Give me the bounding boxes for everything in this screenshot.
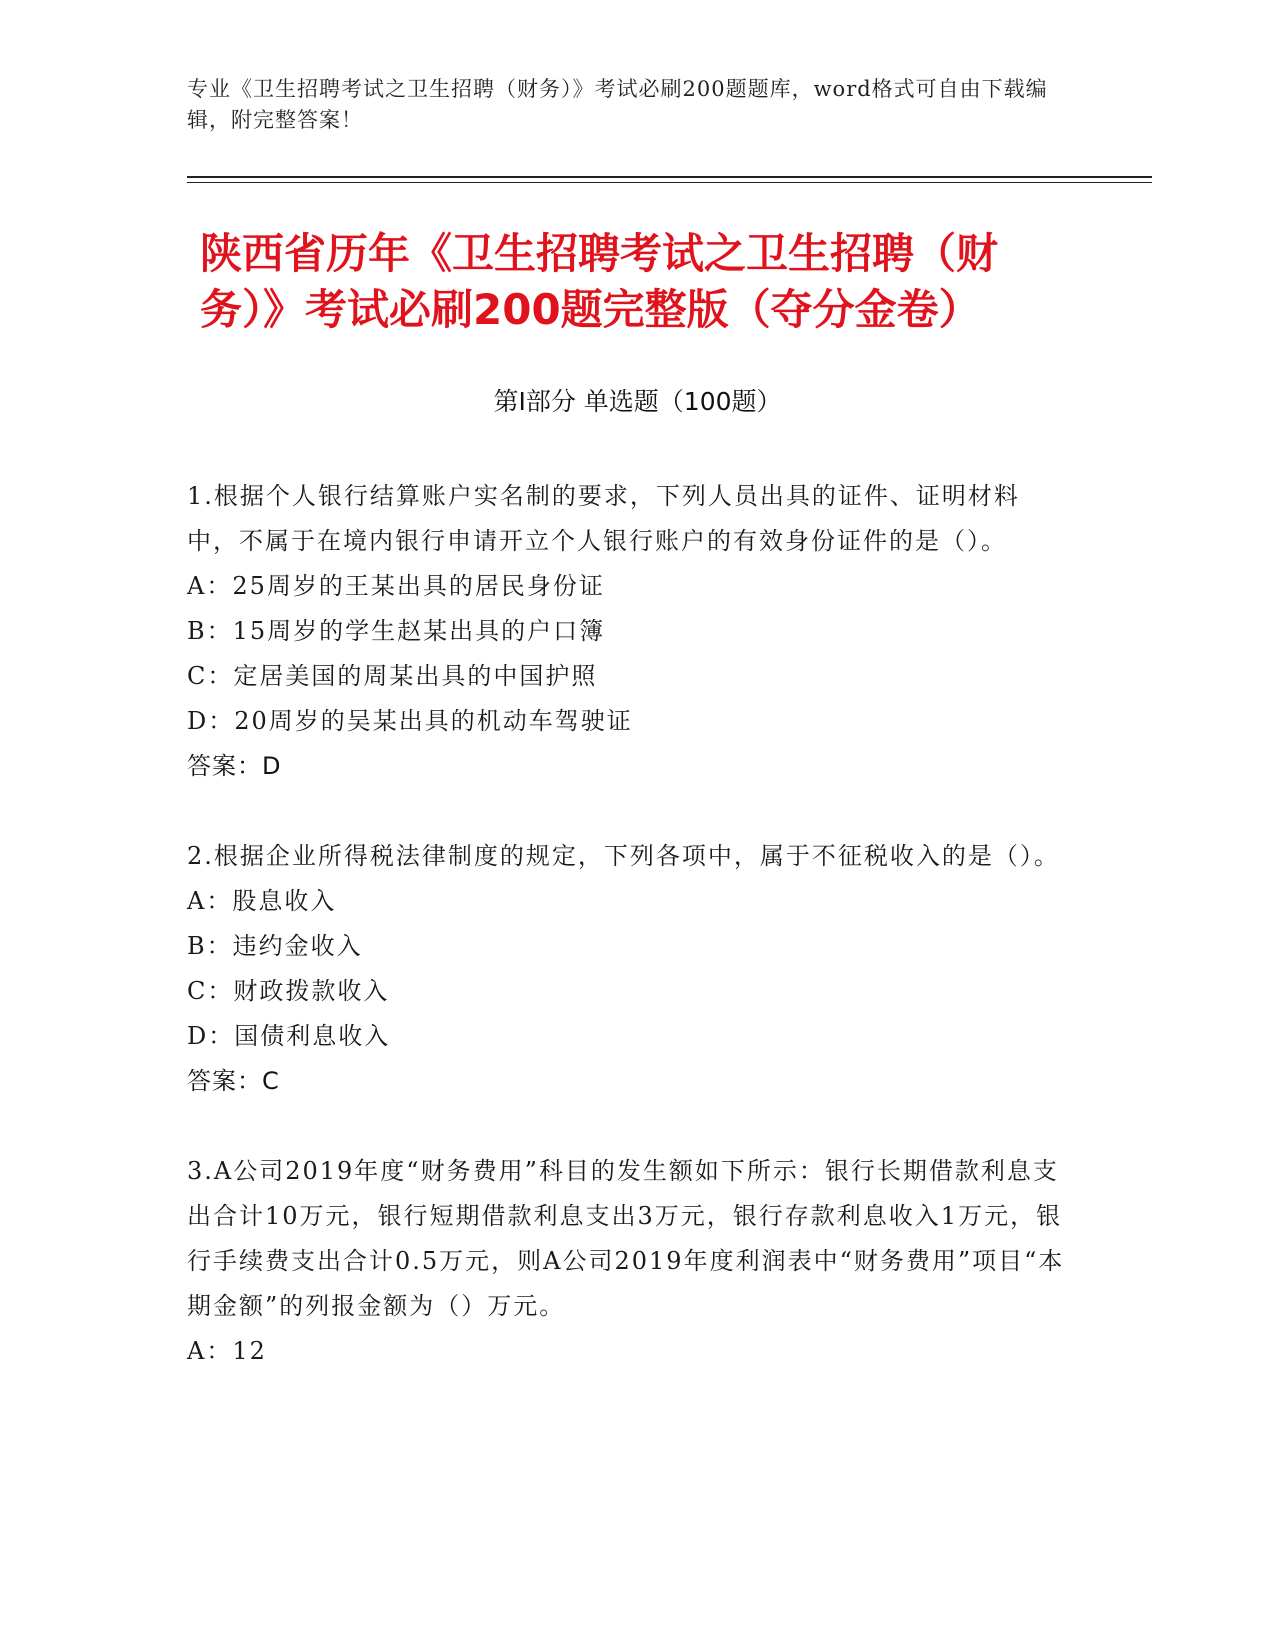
- header-divider-thin: [187, 182, 1152, 183]
- question-2: [187, 834, 1067, 1104]
- answer: 答案：D: [187, 752, 282, 780]
- option-a: A：股息收入: [187, 887, 337, 915]
- question-stem: 2.根据企业所得税法律制度的规定，下列各项中，属于不征税收入的是（）。: [187, 842, 1060, 870]
- question-spacer: [187, 789, 1067, 834]
- option-a: A：25周岁的王某出具的居民身份证: [187, 572, 605, 600]
- question-stem: 3.A公司2019年度“财务费用”科目的发生额如下所示：银行长期借款利息支出合计10万元，银行短期借款利息支出3万元，银行存款利息收入1万元，银行手续费支出合计0.5万元，则A公司2019年度利润表中“财务费用”项目“本期金额”的列报金额为（）万元。: [187, 1157, 1065, 1320]
- header-divider-thick: [187, 176, 1152, 178]
- section-title: 第Ⅰ部分 单选题（100题）: [493, 387, 782, 416]
- question-1: [187, 474, 1067, 789]
- document-title: 陕西省历年《卫生招聘考试之卫生招聘（财务）》考试必刷200题完整版（夺分金卷）: [200, 229, 999, 334]
- option-d: D：20周岁的吴某出具的机动车驾驶证: [187, 707, 633, 735]
- question-3: [187, 1149, 1067, 1374]
- answer: 答案：C: [187, 1067, 280, 1095]
- header-note: 专业《卫生招聘考试之卫生招聘（财务）》考试必刷200题题库，word格式可自由下载编辑，附完整答案！: [187, 77, 1048, 132]
- option-a: A：12: [187, 1337, 267, 1365]
- option-c: C：财政拨款收入: [187, 977, 390, 1005]
- option-d: D：国债利息收入: [187, 1022, 391, 1050]
- question-spacer: [187, 1104, 1067, 1149]
- option-c: C：定居美国的周某出具的中国护照: [187, 662, 598, 690]
- option-b: B：15周岁的学生赵某出具的户口簿: [187, 617, 606, 645]
- question-list: [187, 474, 1067, 1374]
- option-b: B：违约金收入: [187, 932, 363, 960]
- question-stem: 1.根据个人银行结算账户实名制的要求，下列人员出具的证件、证明材料中，不属于在境内银行申请开立个人银行账户的有效身份证件的是（）。: [187, 482, 1020, 555]
